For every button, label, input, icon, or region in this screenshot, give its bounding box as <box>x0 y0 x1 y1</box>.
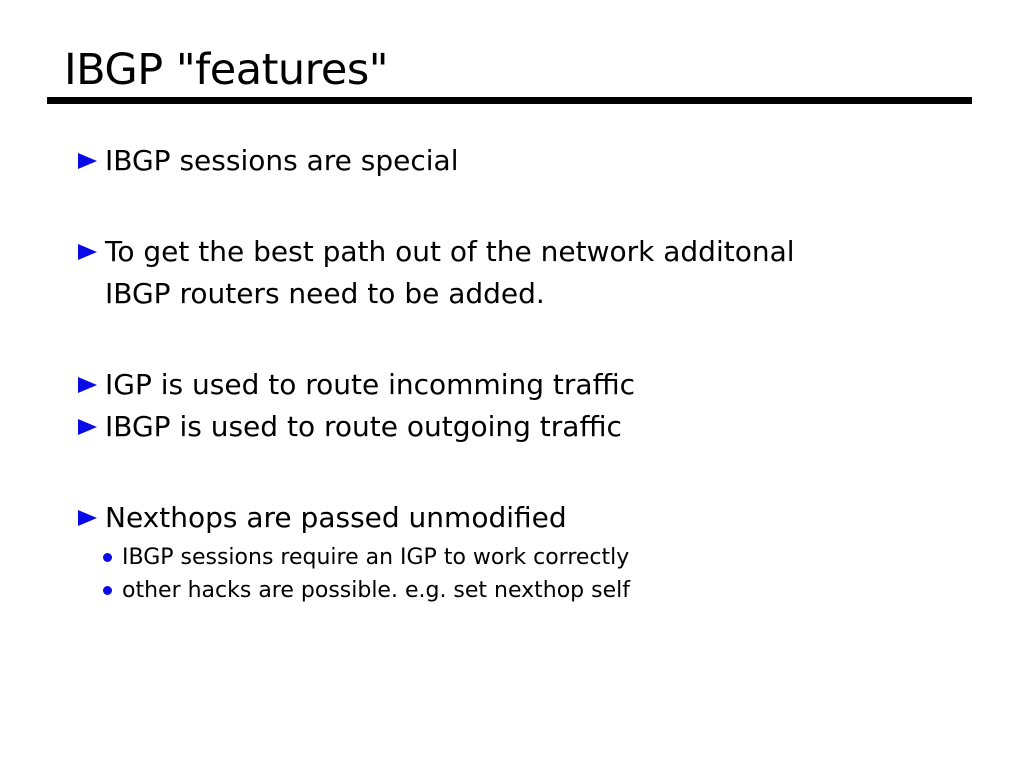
sub-bullet-line: other hacks are possible. e.g. set nexthop self <box>122 578 630 603</box>
slide-body <box>78 140 994 607</box>
bullet-line: IBGP is used to route outgoing traffic <box>105 410 622 443</box>
bullet-group <box>78 140 994 182</box>
sub-bullet-item <box>78 541 994 574</box>
bullet-line: To get the best path out of the network additonal <box>105 235 795 268</box>
sub-bullet-line: IBGP sessions require an IGP to work correctly <box>122 545 630 570</box>
bullet-triangle-icon <box>78 419 97 435</box>
bullet-group <box>78 364 994 448</box>
bullet-triangle-icon <box>78 377 97 393</box>
bullet-item <box>78 406 994 448</box>
bullet-line: IBGP sessions are special <box>105 144 459 177</box>
bullet-item <box>78 497 994 539</box>
bullet-triangle-icon <box>78 244 97 260</box>
bullet-line: IGP is used to route incomming traffic <box>105 368 636 401</box>
bullet-dot-icon <box>103 553 112 562</box>
bullet-line: IBGP routers need to be added. <box>105 277 545 310</box>
bullet-item <box>78 231 994 315</box>
bullet-dot-icon <box>103 586 112 595</box>
sub-bullet-item <box>78 574 994 607</box>
sub-bullet-list <box>78 541 994 607</box>
bullet-item <box>78 364 994 406</box>
bullet-triangle-icon <box>78 153 97 169</box>
bullet-triangle-icon <box>78 510 97 526</box>
title-underline <box>47 97 972 104</box>
bullet-item <box>78 140 994 182</box>
bullet-group <box>78 497 994 607</box>
slide-title: IBGP "features" <box>64 45 389 95</box>
bullet-group <box>78 231 994 315</box>
bullet-line: Nexthops are passed unmodified <box>105 501 567 534</box>
